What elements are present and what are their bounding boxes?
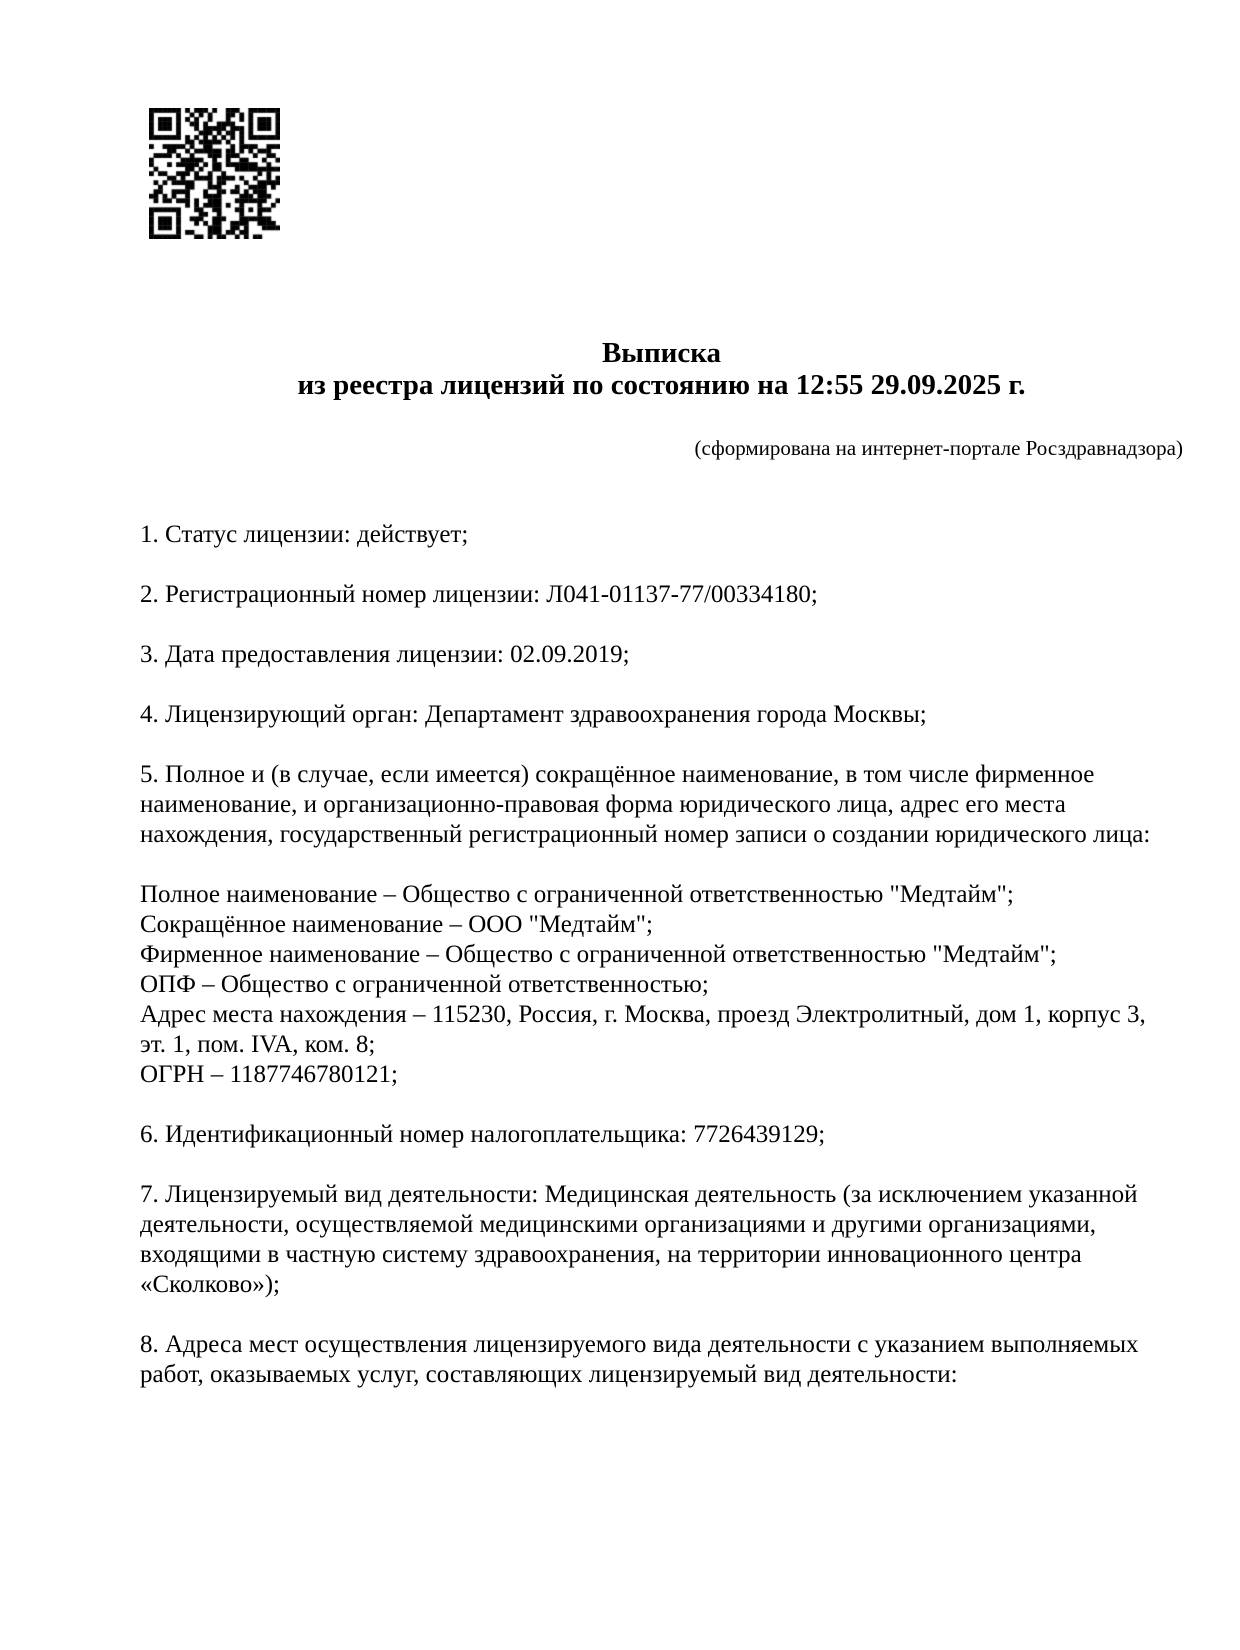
text-line: 6. Идентификационный номер налогоплательщика: 7726439129;: [140, 1121, 826, 1148]
paragraph-4: [140, 700, 1183, 730]
paragraph-5: [140, 760, 1183, 850]
paragraph-8: [140, 1180, 1183, 1300]
document-title-line2: из реестра лицензий по состоянию на 12:55 29.09.2025 г.: [297, 369, 1026, 401]
text-line: 8. Адреса мест осуществления лицензируемого вида деятельности с указанием выполняемых: [140, 1331, 1139, 1358]
text-line: входящими в частную систему здравоохранения, на территории инновационного центра: [140, 1241, 1082, 1268]
text-line: Сокращённое наименование – ООО "Медтайм";: [140, 911, 653, 938]
text-line: деятельности, осуществляемой медицинскими организациями и другими организациями,: [140, 1211, 1097, 1238]
paragraph-6: [140, 880, 1183, 1090]
paragraph-2: [140, 580, 1183, 610]
text-line: 1. Статус лицензии: действует;: [140, 521, 469, 548]
text-line: 3. Дата предоставления лицензии: 02.09.2019;: [140, 641, 630, 668]
paragraph-3: [140, 640, 1183, 670]
document-subtitle: (сформирована на интернет-портале Росздравнадзора): [694, 436, 1183, 460]
text-line: наименование, и организационно-правовая форма юридического лица, адрес его места: [140, 791, 1066, 818]
paragraph-7: [140, 1120, 1183, 1150]
document-title-line1: Выписка: [601, 337, 722, 369]
text-line: 5. Полное и (в случае, если имеется) сокращённое наименование, в том числе фирменное: [140, 761, 1095, 788]
qr-code: [149, 108, 280, 239]
text-line: 4. Лицензирующий орган: Департамент здравоохранения города Москвы;: [140, 701, 927, 728]
text-line: Адрес места нахождения – 115230, Россия, г. Москва, проезд Электролитный, дом 1, корпус 3,: [140, 1001, 1146, 1028]
text-line: 2. Регистрационный номер лицензии: Л041-01137-77/00334180;: [140, 581, 818, 608]
text-line: эт. 1, пом. IVA, ком. 8;: [140, 1031, 376, 1058]
text-line: Полное наименование – Общество с ограниченной ответственностью "Медтайм";: [140, 881, 1014, 908]
text-line: ОПФ – Общество с ограниченной ответственностью;: [140, 971, 709, 998]
document-body: [140, 520, 1183, 1390]
paragraph-1: [140, 520, 1183, 550]
paragraph-9: [140, 1330, 1183, 1390]
text-line: Фирменное наименование – Общество с ограниченной ответственностью "Медтайм";: [140, 941, 1057, 968]
document-title: [140, 337, 1183, 401]
text-line: «Сколково»);: [140, 1271, 280, 1298]
text-line: работ, оказываемых услуг, составляющих лицензируемый вид деятельности:: [140, 1361, 958, 1388]
text-line: ОГРН – 1187746780121;: [140, 1061, 398, 1088]
text-line: 7. Лицензируемый вид деятельности: Медицинская деятельность (за исключением указанной: [140, 1181, 1138, 1208]
text-line: нахождения, государственный регистрационный номер записи о создании юридического лица:: [140, 821, 1151, 848]
